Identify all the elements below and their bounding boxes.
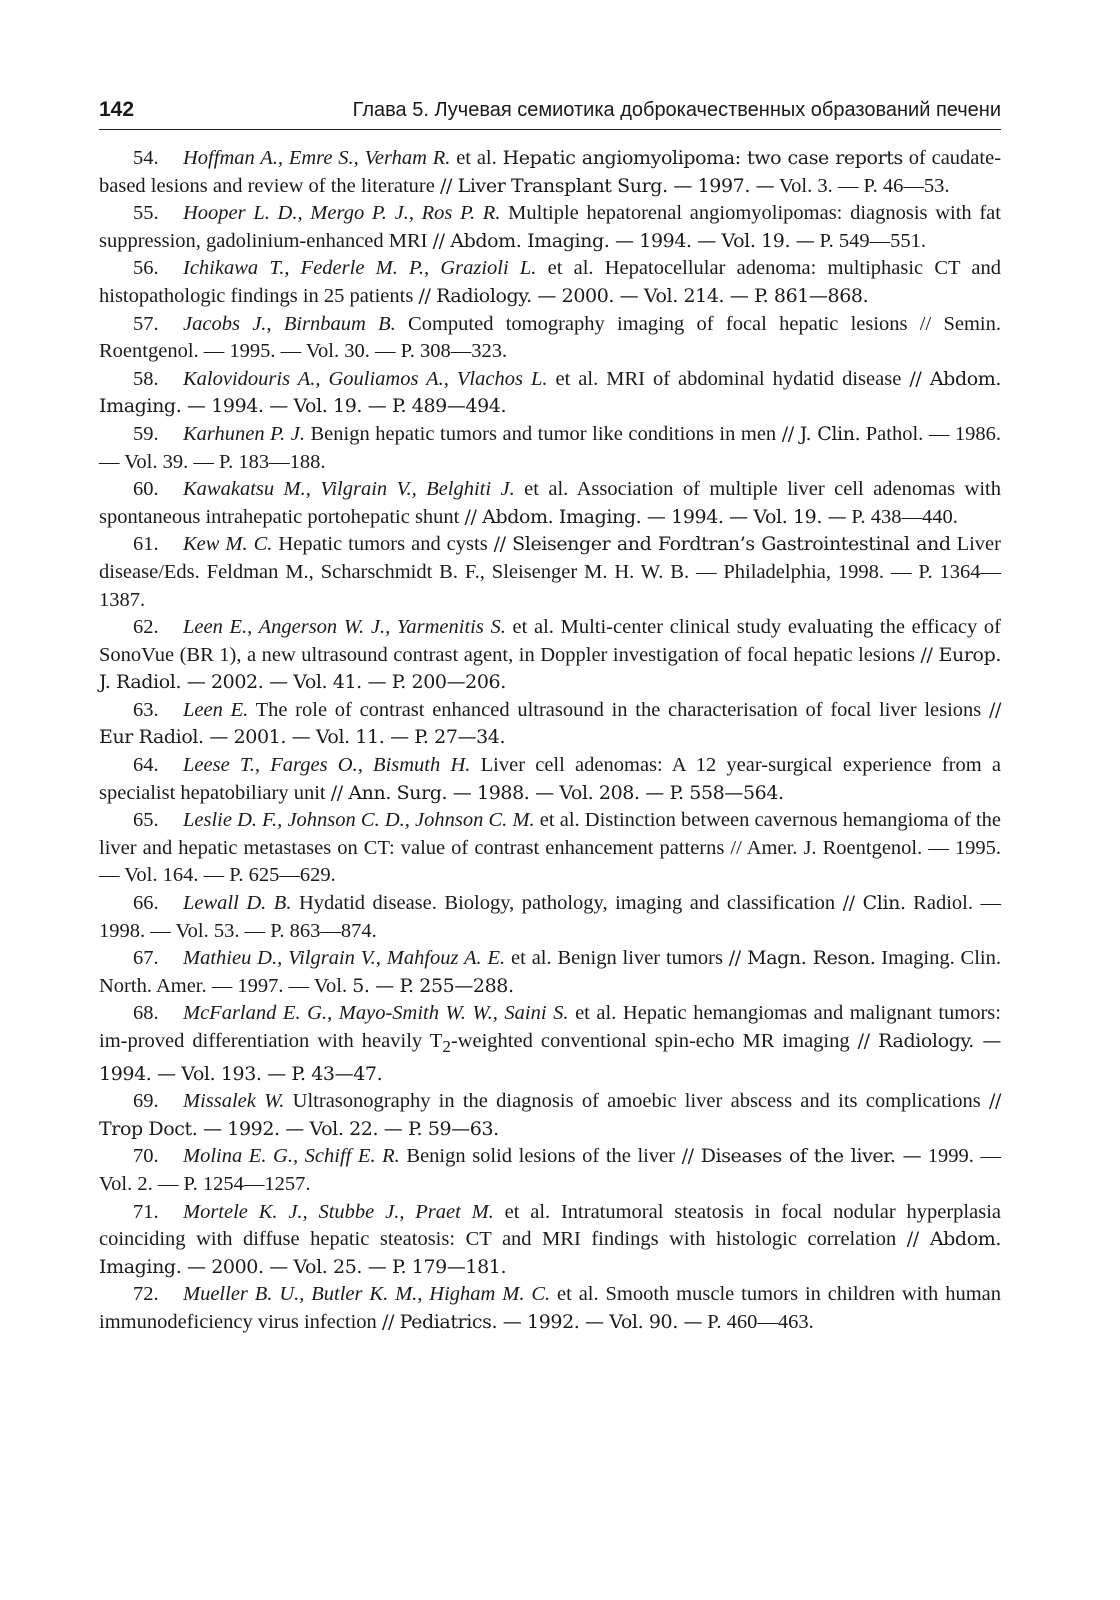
reference-item <box>99 421 1001 476</box>
reference-item <box>99 1143 1001 1198</box>
reference-source: // Liver Transplant Surg. — 1997. — <box>439 174 775 197</box>
reference-source: Hepatic angiomyolipoma: two case reports <box>502 147 903 169</box>
reference-item <box>99 807 1001 890</box>
reference-text: Hepatic tumors and cysts <box>272 533 494 556</box>
reference-authors: Leen E., Angerson W. J., Yarmenitis S. <box>183 616 506 639</box>
reference-text: Multiple hepatorenal angiomyolipomas: diagnosis with fat suppression, gadolinium-enhanced MRI <box>99 202 1001 252</box>
reference-text: Computed tomography imaging of focal hepatic lesions // Semin. Roentgenol. — 1995. — Vol. 30. — P. 308—323. <box>99 312 1001 363</box>
reference-source: // Magn. Reson. <box>728 947 876 970</box>
reference-number: 63. <box>133 698 159 721</box>
reference-item <box>99 200 1001 255</box>
reference-authors: Karhunen P. J. <box>183 422 305 445</box>
reference-authors: Leslie D. F., Johnson C. D., Johnson C. M. <box>183 809 535 832</box>
reference-text: Ultrasonography in the diagnosis of amoebic liver abscess and its complications <box>284 1090 989 1113</box>
reference-text: Pathol. — 1986. — Vol. 39. — P. 183—188. <box>99 422 1001 473</box>
reference-item <box>99 752 1001 807</box>
reference-source: // Abdom. Imaging. — 1994. — Vol. 19. — P. 489—494. <box>99 367 1001 418</box>
reference-number: 55. <box>133 202 159 225</box>
reference-text: -weighted conventional spin-echo MR imaging <box>450 1030 858 1052</box>
reference-text: et al. Benign liver tumors <box>505 947 729 970</box>
reference-source: // Sleisenger and Fordtran’s Gastrointestinal and <box>493 533 951 556</box>
reference-text: et al. Hepatic hemangiomas and malignant tumors: im-proved differentiation with heavily T <box>99 1002 1001 1052</box>
reference-authors: Mueller B. U., Butler K. M., Higham M. C. <box>183 1283 551 1306</box>
reference-item <box>99 366 1001 421</box>
reference-source: // Abdom. Imaging. — 1994. — Vol. 19. — <box>432 229 815 252</box>
reference-item <box>99 697 1001 752</box>
reference-authors: Jacobs J., Birnbaum B. <box>183 312 396 335</box>
reference-text: 1999. — Vol. 2. — P. 1254—1257. <box>99 1145 1001 1196</box>
reference-source: // Radiology. — 1994. — Vol. 193. — P. 43—47. <box>99 1030 1001 1085</box>
reference-item <box>99 890 1001 945</box>
reference-number: 66. <box>133 892 159 915</box>
reference-item <box>99 255 1001 310</box>
reference-authors: Kew M. C. <box>183 533 273 556</box>
reference-item <box>99 476 1001 531</box>
reference-source: // Europ. J. Radiol. — 2002. — Vol. 41. — P. 200—206. <box>99 643 1001 694</box>
reference-number: 64. <box>133 754 159 777</box>
reference-text: et al. Intratumoral steatosis in focal nodular hyperplasia coinciding with diffuse hepatic steatosis: CT and MRI findings with histologic correlation <box>99 1200 1001 1251</box>
reference-item <box>99 1281 1001 1336</box>
chapter-title: Глава 5. Лучевая семиотика доброкачественных образований печени <box>352 99 1001 121</box>
reference-number: 69. <box>133 1090 159 1113</box>
reference-authors: McFarland E. G., Mayo-Smith W. W., Saini S. <box>183 1002 569 1025</box>
reference-number: 61. <box>133 533 159 556</box>
reference-number: 57. <box>133 312 159 335</box>
reference-source: // Pediatrics. — 1992. — Vol. 90. — <box>381 1311 703 1334</box>
reference-item <box>99 1000 1001 1088</box>
reference-number: 70. <box>133 1145 159 1168</box>
reference-text: et al. Hepatocellular adenoma: multiphasic CT and histopathologic findings in 25 patients <box>99 257 1001 307</box>
running-header <box>99 97 1001 130</box>
reference-source: // Abdom. Imaging. — 1994. — Vol. 19. — <box>464 505 847 528</box>
reference-authors: Leese T., Farges O., Bismuth H. <box>183 754 471 777</box>
reference-text: Vol. 3. — P. 46—53. <box>774 174 950 197</box>
reference-number: 72. <box>133 1283 159 1306</box>
reference-text: et al. Distinction between cavernous hemangioma of the liver and hepatic metastases on CT: value of contrast enhancement patterns // Amer. J. Roentgenol. — 1995. — Vol. 164. — P. 625—629. <box>99 809 1001 887</box>
reference-source: // Eur Radiol. — 2001. — Vol. 11. — P. 27—34. <box>99 698 1002 749</box>
subscript: 2 <box>442 1037 451 1057</box>
reference-authors: Kawakatsu M., Vilgrain V., Belghiti J. <box>183 478 515 501</box>
reference-source: 5. — P. 255—288. <box>352 974 514 997</box>
reference-source: // Ann. Surg. — 1988. — Vol. 208. — P. 558—564. <box>330 781 784 804</box>
reference-item <box>99 145 1001 200</box>
reference-text: P. 438—440. <box>846 505 958 528</box>
reference-authors: Missalek W. <box>183 1090 285 1113</box>
reference-item <box>99 1199 1001 1282</box>
reference-item <box>99 614 1001 697</box>
reference-list <box>99 145 1001 1337</box>
reference-authors: Hoffman A., Emre S., Verham R. <box>183 147 451 169</box>
reference-number: 71. <box>133 1200 159 1223</box>
reference-item <box>99 1088 1001 1143</box>
reference-authors: Kalovidouris A., Gouliamos A., Vlachos L. <box>183 367 548 390</box>
reference-number: 59. <box>133 422 159 445</box>
reference-item <box>99 311 1001 366</box>
reference-source: // Clin. <box>842 892 906 915</box>
reference-text: P. 460—463. <box>702 1311 814 1334</box>
reference-text: Liver cell adenomas: A 12 year-surgical experience from a specialist hepatobiliary unit <box>99 754 1001 804</box>
reference-number: 68. <box>133 1002 159 1025</box>
reference-authors: Leen E. <box>183 698 249 721</box>
page-number: 142 <box>99 98 135 121</box>
reference-authors: Molina E. G., Schiff E. R. <box>183 1145 400 1168</box>
reference-text: of caudate-based lesions and review of the literature <box>99 147 1002 197</box>
reference-text: et al. Multi-center clinical study evaluating the efficacy of SonoVue (BR 1), a new ultrasound contrast agent, in Doppler investigation of focal hepatic lesions <box>99 616 1001 666</box>
reference-text: P. 549—551. <box>814 229 927 252</box>
reference-source: // Trop Doct. — 1992. — Vol. 22. — P. 59—63. <box>99 1090 1001 1140</box>
reference-text: Benign solid lesions of the liver <box>399 1145 682 1168</box>
reference-source: // J. Clin. <box>781 422 861 445</box>
reference-number: 67. <box>133 947 159 970</box>
reference-text: Benign hepatic tumors and tumor like conditions in men <box>304 422 782 445</box>
reference-source: // Abdom. Imaging. — 2000. — Vol. 25. — P. 179—181. <box>99 1228 1001 1278</box>
reference-text: et al. <box>450 147 503 169</box>
reference-authors: Ichikawa T., Federle M. P., Grazioli L. <box>183 257 537 280</box>
reference-item <box>99 945 1001 1000</box>
reference-number: 60. <box>133 478 159 501</box>
reference-text: Hydatid disease. Biology, pathology, imaging and classification <box>291 892 843 915</box>
reference-number: 54. <box>133 147 159 169</box>
reference-source: // Radiology. — 2000. — Vol. 214. — P. 861—868. <box>418 284 869 307</box>
reference-text: et al. MRI of abdominal hydatid disease <box>547 367 910 390</box>
reference-item <box>99 531 1001 614</box>
reference-text: et al. Association of multiple liver cell adenomas with spontaneous intrahepatic portohepatic shunt <box>99 478 1001 528</box>
reference-authors: Hooper L. D., Mergo P. J., Ros P. R. <box>183 202 501 225</box>
reference-authors: Lewall D. B. <box>183 892 292 915</box>
reference-authors: Mathieu D., Vilgrain V., Mahfouz A. E. <box>183 947 506 970</box>
reference-text: Radiol. — 1998. — Vol. 53. — P. 863—874. <box>99 892 1001 942</box>
reference-authors: Mortele K. J., Stubbe J., Praet M. <box>183 1200 494 1223</box>
reference-text: Liver disease/Eds. Feldman M., Scharschmidt B. F., Sleisenger M. H. W. B. — Philadelphia, 1998. — P. 1364—1387. <box>99 533 1001 611</box>
reference-number: 62. <box>133 616 159 639</box>
reference-text: Imaging. Clin. North. Amer. — 1997. — Vol. <box>99 947 1001 997</box>
reference-number: 65. <box>133 809 159 832</box>
reference-text: The role of contrast enhanced ultrasound in the characterisation of focal liver lesions <box>248 698 989 721</box>
reference-number: 56. <box>133 257 159 280</box>
reference-text: et al. Smooth muscle tumors in children with human immunodeficiency virus infection <box>99 1283 1001 1334</box>
reference-source: // Diseases of the liver. — <box>681 1145 922 1168</box>
reference-number: 58. <box>133 367 159 390</box>
